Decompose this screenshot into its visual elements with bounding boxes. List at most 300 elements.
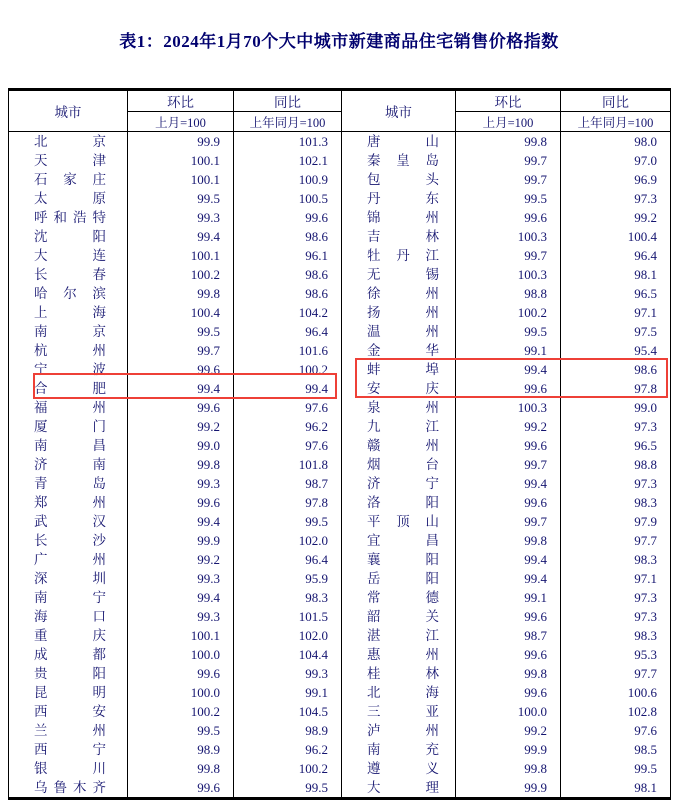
mom-cell: 99.7 [456, 151, 561, 170]
city-cell [9, 170, 128, 189]
city-cell [342, 721, 456, 740]
city-cell [9, 493, 128, 512]
city-cell [342, 607, 456, 626]
table-wrap [8, 88, 670, 800]
mom-cell: 99.6 [456, 683, 561, 702]
city-cell [342, 740, 456, 759]
yoy-cell: 96.2 [234, 417, 342, 436]
table-row [9, 683, 671, 702]
mom-cell: 99.6 [456, 436, 561, 455]
city-cell [342, 455, 456, 474]
mom-cell: 99.9 [456, 778, 561, 799]
table-row [9, 721, 671, 740]
yoy-cell: 97.6 [234, 398, 342, 417]
city-name: 牡 丹 江 [367, 248, 439, 263]
table-row [9, 246, 671, 265]
city-name: 济 宁 [367, 476, 439, 491]
city-name: 九 江 [367, 419, 439, 434]
mom-cell: 100.0 [128, 645, 234, 664]
city-name: 武 汉 [34, 514, 106, 529]
yoy-cell: 98.1 [561, 778, 671, 799]
mom-cell: 100.1 [128, 170, 234, 189]
mom-cell: 100.2 [456, 303, 561, 322]
mom-cell: 99.5 [128, 721, 234, 740]
city-name: 洛 阳 [367, 495, 439, 510]
city-name: 泉 州 [367, 400, 439, 415]
city-cell [342, 664, 456, 683]
city-name: 三 亚 [367, 704, 439, 719]
mom-cell: 99.6 [128, 360, 234, 379]
header-yoy-right: 同比 [561, 90, 671, 112]
city-name: 常 德 [367, 590, 439, 605]
city-name: 长 沙 [34, 533, 106, 548]
mom-cell: 99.5 [128, 189, 234, 208]
city-cell [342, 189, 456, 208]
yoy-cell: 99.3 [234, 664, 342, 683]
yoy-cell: 104.4 [234, 645, 342, 664]
yoy-cell: 100.6 [561, 683, 671, 702]
yoy-cell: 99.2 [561, 208, 671, 227]
table-row [9, 550, 671, 569]
city-cell [342, 512, 456, 531]
header-city-left: 城市 [9, 90, 128, 132]
table-row [9, 493, 671, 512]
yoy-cell: 95.3 [561, 645, 671, 664]
mom-cell: 99.4 [128, 512, 234, 531]
city-cell [342, 531, 456, 550]
city-cell [9, 645, 128, 664]
city-cell [342, 683, 456, 702]
yoy-cell: 98.3 [561, 550, 671, 569]
yoy-cell: 98.3 [561, 626, 671, 645]
yoy-cell: 101.6 [234, 341, 342, 360]
table-row [9, 170, 671, 189]
table-row [9, 474, 671, 493]
mom-cell: 99.8 [128, 284, 234, 303]
mom-cell: 99.9 [128, 531, 234, 550]
city-name: 南 京 [34, 324, 106, 339]
yoy-cell: 104.5 [234, 702, 342, 721]
mom-cell: 100.1 [128, 246, 234, 265]
mom-cell: 99.1 [456, 588, 561, 607]
yoy-cell: 95.9 [234, 569, 342, 588]
yoy-cell: 96.1 [234, 246, 342, 265]
yoy-cell: 98.1 [561, 265, 671, 284]
city-name: 金 华 [367, 343, 439, 358]
mom-cell: 99.3 [128, 474, 234, 493]
table-row [9, 322, 671, 341]
mom-cell: 100.2 [128, 265, 234, 284]
yoy-cell: 101.3 [234, 132, 342, 152]
yoy-cell: 97.8 [561, 379, 671, 398]
city-name: 韶 关 [367, 609, 439, 624]
city-cell [342, 227, 456, 246]
city-name: 烟 台 [367, 457, 439, 472]
mom-cell: 100.3 [456, 398, 561, 417]
page-title: 表1：2024年1月70个大中城市新建商品住宅销售价格指数 [119, 32, 559, 51]
table-row [9, 569, 671, 588]
city-cell [342, 759, 456, 778]
mom-cell: 99.4 [128, 379, 234, 398]
mom-cell: 99.5 [456, 322, 561, 341]
mom-cell: 99.7 [128, 341, 234, 360]
city-cell [9, 246, 128, 265]
mom-cell: 99.7 [456, 455, 561, 474]
city-cell [342, 151, 456, 170]
table-row [9, 588, 671, 607]
table-row [9, 151, 671, 170]
yoy-cell: 99.0 [561, 398, 671, 417]
city-cell [342, 550, 456, 569]
city-name: 西 宁 [34, 742, 106, 757]
yoy-cell: 99.5 [234, 778, 342, 799]
city-cell [342, 284, 456, 303]
city-cell [9, 360, 128, 379]
mom-cell: 100.4 [128, 303, 234, 322]
city-name: 安 庆 [367, 381, 439, 396]
city-cell [9, 550, 128, 569]
yoy-cell: 95.4 [561, 341, 671, 360]
yoy-cell: 101.8 [234, 455, 342, 474]
mom-cell: 99.4 [128, 227, 234, 246]
mom-cell: 99.0 [128, 436, 234, 455]
mom-cell: 98.8 [456, 284, 561, 303]
city-name: 厦 门 [34, 419, 106, 434]
table-row [9, 759, 671, 778]
city-cell [9, 740, 128, 759]
city-cell [342, 303, 456, 322]
city-name: 太 原 [34, 191, 106, 206]
yoy-cell: 98.3 [234, 588, 342, 607]
yoy-cell: 97.8 [234, 493, 342, 512]
mom-cell: 100.3 [456, 227, 561, 246]
mom-cell: 99.6 [128, 778, 234, 799]
city-cell [9, 664, 128, 683]
city-cell [9, 303, 128, 322]
city-name: 锦 州 [367, 210, 439, 225]
city-name: 兰 州 [34, 723, 106, 738]
city-cell [9, 284, 128, 303]
yoy-cell: 96.5 [561, 284, 671, 303]
city-cell [342, 493, 456, 512]
mom-cell: 99.3 [128, 569, 234, 588]
city-name: 包 头 [367, 172, 439, 187]
mom-cell: 99.7 [456, 512, 561, 531]
mom-cell: 99.8 [128, 759, 234, 778]
city-cell [342, 702, 456, 721]
yoy-cell: 96.5 [561, 436, 671, 455]
yoy-cell: 98.6 [234, 284, 342, 303]
yoy-cell: 100.4 [561, 227, 671, 246]
yoy-cell: 104.2 [234, 303, 342, 322]
table-row [9, 284, 671, 303]
yoy-cell: 97.6 [561, 721, 671, 740]
table-row [9, 379, 671, 398]
table-row [9, 360, 671, 379]
city-cell [342, 265, 456, 284]
table-row [9, 645, 671, 664]
city-cell [9, 721, 128, 740]
yoy-cell: 97.5 [561, 322, 671, 341]
city-name: 大 理 [367, 780, 439, 795]
city-name: 吉 林 [367, 229, 439, 244]
city-cell [9, 569, 128, 588]
city-name: 广 州 [34, 552, 106, 567]
mom-cell: 99.6 [456, 645, 561, 664]
city-cell [9, 208, 128, 227]
city-name: 福 州 [34, 400, 106, 415]
city-cell [342, 208, 456, 227]
city-cell [342, 379, 456, 398]
yoy-cell: 96.4 [561, 246, 671, 265]
yoy-cell: 98.6 [234, 265, 342, 284]
table-row [9, 512, 671, 531]
city-cell [9, 759, 128, 778]
mom-cell: 99.8 [456, 132, 561, 152]
table-header [9, 90, 671, 132]
mom-cell: 99.2 [128, 417, 234, 436]
mom-cell: 99.9 [128, 132, 234, 152]
yoy-cell: 100.9 [234, 170, 342, 189]
city-name: 上 海 [34, 305, 106, 320]
table-row [9, 208, 671, 227]
mom-cell: 99.6 [456, 493, 561, 512]
mom-cell: 99.2 [456, 417, 561, 436]
yoy-cell: 97.0 [561, 151, 671, 170]
city-cell [9, 474, 128, 493]
city-cell [342, 588, 456, 607]
table-row [9, 132, 671, 152]
yoy-cell: 102.1 [234, 151, 342, 170]
header-yoy-base-right: 上年同月=100 [561, 112, 671, 132]
yoy-cell: 97.3 [561, 474, 671, 493]
mom-cell: 99.1 [456, 341, 561, 360]
mom-cell: 100.2 [128, 702, 234, 721]
yoy-cell: 99.6 [234, 208, 342, 227]
city-cell [9, 265, 128, 284]
city-cell [342, 436, 456, 455]
city-name: 平 顶 山 [367, 514, 439, 529]
yoy-cell: 102.0 [234, 531, 342, 550]
city-name: 秦 皇 岛 [367, 153, 439, 168]
city-cell [342, 341, 456, 360]
city-name: 济 南 [34, 457, 106, 472]
city-name: 长 春 [34, 267, 106, 282]
yoy-cell: 96.4 [234, 322, 342, 341]
mom-cell: 99.4 [456, 550, 561, 569]
mom-cell: 99.6 [128, 398, 234, 417]
city-name: 大 连 [34, 248, 106, 263]
yoy-cell: 98.9 [234, 721, 342, 740]
city-name: 湛 江 [367, 628, 439, 643]
city-cell [9, 322, 128, 341]
table-row [9, 398, 671, 417]
city-name: 呼 和 浩 特 [34, 210, 106, 225]
table-body [9, 132, 671, 799]
mom-cell: 99.2 [128, 550, 234, 569]
city-name: 无 锡 [367, 267, 439, 282]
mom-cell: 99.8 [128, 455, 234, 474]
city-cell [9, 341, 128, 360]
city-cell [342, 417, 456, 436]
city-name: 南 昌 [34, 438, 106, 453]
yoy-cell: 99.5 [234, 512, 342, 531]
city-name: 南 充 [367, 742, 439, 757]
header-city-right: 城市 [342, 90, 456, 132]
mom-cell: 100.1 [128, 626, 234, 645]
header-mom-base-left: 上月=100 [128, 112, 234, 132]
city-name: 扬 州 [367, 305, 439, 320]
city-name: 青 岛 [34, 476, 106, 491]
city-name: 石 家 庄 [34, 172, 106, 187]
yoy-cell: 97.7 [561, 531, 671, 550]
table-row [9, 417, 671, 436]
city-cell [9, 379, 128, 398]
yoy-cell: 98.6 [561, 360, 671, 379]
city-cell [9, 398, 128, 417]
city-name: 天 津 [34, 153, 106, 168]
mom-cell: 99.6 [128, 664, 234, 683]
city-name: 惠 州 [367, 647, 439, 662]
yoy-cell: 97.9 [561, 512, 671, 531]
yoy-cell: 97.3 [561, 189, 671, 208]
mom-cell: 99.4 [456, 360, 561, 379]
yoy-cell: 100.2 [234, 360, 342, 379]
city-cell [342, 132, 456, 152]
city-cell [342, 474, 456, 493]
city-cell [9, 778, 128, 799]
yoy-cell: 98.3 [561, 493, 671, 512]
city-cell [9, 417, 128, 436]
table-row [9, 531, 671, 550]
mom-cell: 99.6 [456, 379, 561, 398]
table-row [9, 626, 671, 645]
yoy-cell: 102.0 [234, 626, 342, 645]
yoy-cell: 98.7 [234, 474, 342, 493]
mom-cell: 99.9 [456, 740, 561, 759]
city-cell [9, 455, 128, 474]
city-name: 银 川 [34, 761, 106, 776]
mom-cell: 99.6 [128, 493, 234, 512]
mom-cell: 100.0 [456, 702, 561, 721]
mom-cell: 99.7 [456, 170, 561, 189]
city-name: 泸 州 [367, 723, 439, 738]
city-name: 贵 阳 [34, 666, 106, 681]
city-name: 南 宁 [34, 590, 106, 605]
table-row [9, 303, 671, 322]
mom-cell: 99.5 [456, 189, 561, 208]
mom-cell: 99.4 [456, 474, 561, 493]
city-name: 襄 阳 [367, 552, 439, 567]
city-name: 重 庆 [34, 628, 106, 643]
city-name: 西 安 [34, 704, 106, 719]
city-name: 杭 州 [34, 343, 106, 358]
mom-cell: 99.4 [128, 588, 234, 607]
yoy-cell: 100.2 [234, 759, 342, 778]
city-cell [9, 227, 128, 246]
mom-cell: 100.1 [128, 151, 234, 170]
table-row [9, 740, 671, 759]
city-cell [9, 683, 128, 702]
yoy-cell: 96.9 [561, 170, 671, 189]
city-cell [9, 626, 128, 645]
city-name: 成 都 [34, 647, 106, 662]
table-row [9, 341, 671, 360]
yoy-cell: 98.5 [561, 740, 671, 759]
mom-cell: 99.2 [456, 721, 561, 740]
city-cell [342, 778, 456, 799]
city-name: 宜 昌 [367, 533, 439, 548]
city-cell [9, 132, 128, 152]
mom-cell: 98.7 [456, 626, 561, 645]
city-name: 唐 山 [367, 134, 439, 149]
city-cell [342, 322, 456, 341]
yoy-cell: 102.8 [561, 702, 671, 721]
mom-cell: 100.3 [456, 265, 561, 284]
city-cell [9, 531, 128, 550]
city-cell [342, 398, 456, 417]
city-cell [9, 588, 128, 607]
mom-cell: 99.6 [456, 607, 561, 626]
table-row [9, 436, 671, 455]
yoy-cell: 99.5 [561, 759, 671, 778]
yoy-cell: 98.0 [561, 132, 671, 152]
yoy-cell: 98.8 [561, 455, 671, 474]
yoy-cell: 97.6 [234, 436, 342, 455]
city-name: 沈 阳 [34, 229, 106, 244]
city-cell [342, 626, 456, 645]
city-name: 岳 阳 [367, 571, 439, 586]
table-row [9, 664, 671, 683]
table-row [9, 607, 671, 626]
header-yoy-left: 同比 [234, 90, 342, 112]
mom-cell: 99.5 [128, 322, 234, 341]
mom-cell: 99.8 [456, 531, 561, 550]
yoy-cell: 97.3 [561, 607, 671, 626]
yoy-cell: 97.1 [561, 303, 671, 322]
table-row [9, 227, 671, 246]
table-row [9, 189, 671, 208]
yoy-cell: 99.4 [234, 379, 342, 398]
city-name: 海 口 [34, 609, 106, 624]
yoy-cell: 96.2 [234, 740, 342, 759]
city-cell [9, 607, 128, 626]
city-name: 赣 州 [367, 438, 439, 453]
city-name: 郑 州 [34, 495, 106, 510]
city-cell [9, 512, 128, 531]
mom-cell: 98.9 [128, 740, 234, 759]
city-name: 徐 州 [367, 286, 439, 301]
city-name: 深 圳 [34, 571, 106, 586]
city-cell [342, 246, 456, 265]
yoy-cell: 97.1 [561, 569, 671, 588]
city-cell [9, 189, 128, 208]
yoy-cell: 99.1 [234, 683, 342, 702]
mom-cell: 99.3 [128, 607, 234, 626]
yoy-cell: 97.3 [561, 588, 671, 607]
header-yoy-base-left: 上年同月=100 [234, 112, 342, 132]
yoy-cell: 96.4 [234, 550, 342, 569]
city-name: 北 海 [367, 685, 439, 700]
city-name: 宁 波 [34, 362, 106, 377]
yoy-cell: 97.7 [561, 664, 671, 683]
price-index-table [8, 88, 671, 800]
city-cell [342, 569, 456, 588]
header-mom-base-right: 上月=100 [456, 112, 561, 132]
mom-cell: 99.3 [128, 208, 234, 227]
table-row [9, 702, 671, 721]
city-name: 桂 林 [367, 666, 439, 681]
